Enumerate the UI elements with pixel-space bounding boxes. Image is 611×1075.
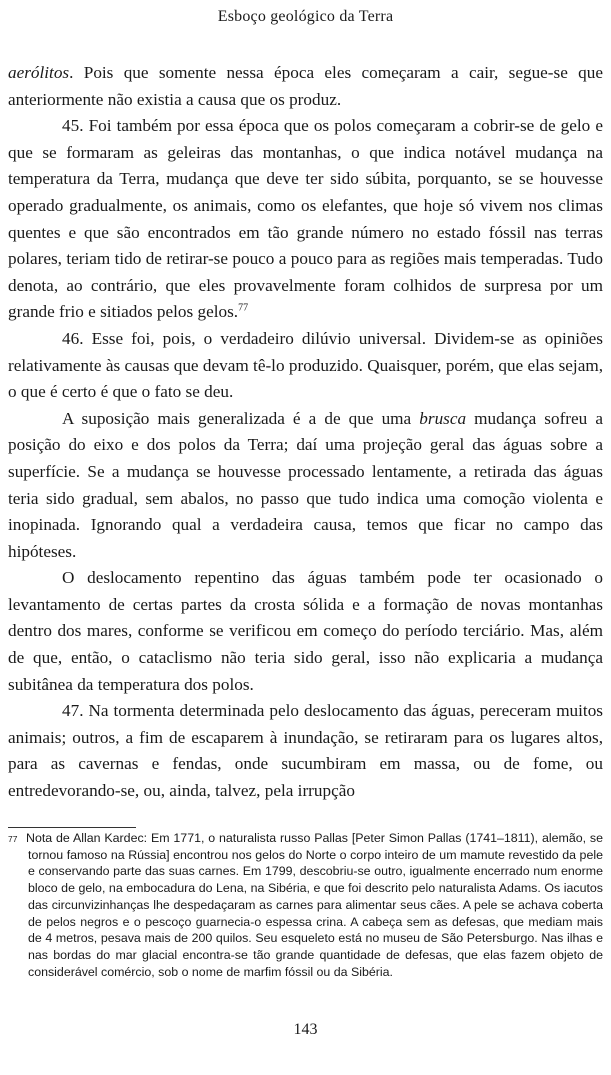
paragraph-text: O deslocamento repentino das águas também pode ter ocasionado o levantamento de certas partes da crosta sólida e a formação de novas montanhas dentro dos mares, conforme se verificou em começo do período terciário. Mas, além de que, então, o cataclismo não teria sido geral, isso não explicaria a mudança subitânea da temperatura dos polos. bbox=[8, 568, 603, 694]
paragraph-45 bbox=[8, 113, 603, 326]
running-header: Esboço geológico da Terra bbox=[217, 8, 394, 25]
body-text bbox=[8, 60, 603, 805]
paragraph-text: Foi também por essa época que os polos começaram a cobrir-se de gelo e que se formaram as geleiras das montanhas, o que indica notável mudança na temperatura da Terra, mudança que deve ter sido súbita, porquanto, se se houvesse operado gradualmente, os animais, como os elefantes, que hoje só vivem nos climas quentes e que são encontrados em tão grande número no estado fóssil nas terras polares, teriam tido de retirar-se pouco a pouco para as regiões mais temperadas. Tudo denota, ao contrário, que eles provavelmente foram colhidos de surpresa por um grande frio e sitiados pelos gelos. bbox=[8, 116, 603, 322]
italic-term: brusca bbox=[419, 408, 467, 428]
paragraph-suposicao bbox=[8, 406, 603, 566]
paragraph-number: 46. bbox=[62, 328, 84, 348]
paragraph-text: Na tormenta determinada pelo deslocamento das águas, pereceram muitos animais; outros, a fim de escaparem à inundação, se retiraram para os lugares altos, para as cavernas e fendas, onde sucumbiram em massa, ou de fome, ou entredevorando-se, ou, ainda, talvez, pela irrupção bbox=[8, 701, 603, 801]
paragraph-continuation bbox=[8, 60, 603, 113]
paragraph-text: Esse foi, pois, o verdadeiro dilúvio universal. Dividem-se as opiniões relativamente às causas que devam tê-lo produzido. Quaisquer, porém, que elas sejam, o que é certo é que o fato se deu. bbox=[8, 328, 603, 402]
paragraph-number: 45. bbox=[62, 116, 84, 136]
footnote-77 bbox=[8, 830, 603, 980]
paragraph-text: A suposição mais generalizada é a de que uma bbox=[62, 408, 420, 428]
paragraph-text: mudança sofreu a posição do eixo e dos polos da Terra; daí uma projeção geral das águas sobre a superfície. Se a mudança se houvesse processado lentamente, a retirada das águas teria sido gradual, sem abalos, no passo que tudo indica uma comoção violenta e inopinada. Ignorando qual a verdadeira causa, temos que ficar no campo das hipóteses. bbox=[8, 408, 603, 561]
paragraph-number: 47. bbox=[62, 701, 84, 721]
footnote-reference[interactable]: 77 bbox=[238, 302, 249, 314]
paragraph-47 bbox=[8, 698, 603, 804]
paragraph-deslocamento bbox=[8, 565, 603, 698]
footnote-text: Nota de Allan Kardec: Em 1771, o naturalista russo Pallas [Peter Simon Pallas (1741–1811), alemão, se tornou famoso na Rússia] encontrou nos gelos do Norte o corpo inteiro de um mamute revestido da pele e conservando parte das suas carnes. Em 1799, descobriu-se outro, igualmente encerrado num enorme bloco de gelo, na embocadura do Lena, na Sibéria, e que foi descrito pelo naturalista Adams. Os iacutos das circunvizinhanças lhe despedaçaram as carnes para alimentar seus cães. A pele se achava coberta de pelos negros e o pescoço guarnecia-o espessa crina. A cabeça sem as defesas, que mediam mais de 4 metros, pesava mais de 200 quilos. Seu esqueleto está no museu de São Petersburgo. Nas ilhas e nas bordas do mar glacial encontra-se tão grande quantidade de defesas, que elas fazem objeto de considerável comércio, sob o nome de marfim fóssil ou da Sibéria. bbox=[26, 831, 603, 979]
italic-term: aerólitos bbox=[8, 63, 70, 82]
paragraph-46 bbox=[8, 326, 603, 406]
footnote-mark: 77 bbox=[8, 834, 18, 844]
paragraph-text: . Pois que somente nessa época eles começaram a cair, segue-se que anteriormente não existia a causa que os produz. bbox=[8, 63, 603, 109]
page-number: 143 bbox=[293, 1021, 318, 1038]
footnote-divider bbox=[8, 827, 136, 828]
